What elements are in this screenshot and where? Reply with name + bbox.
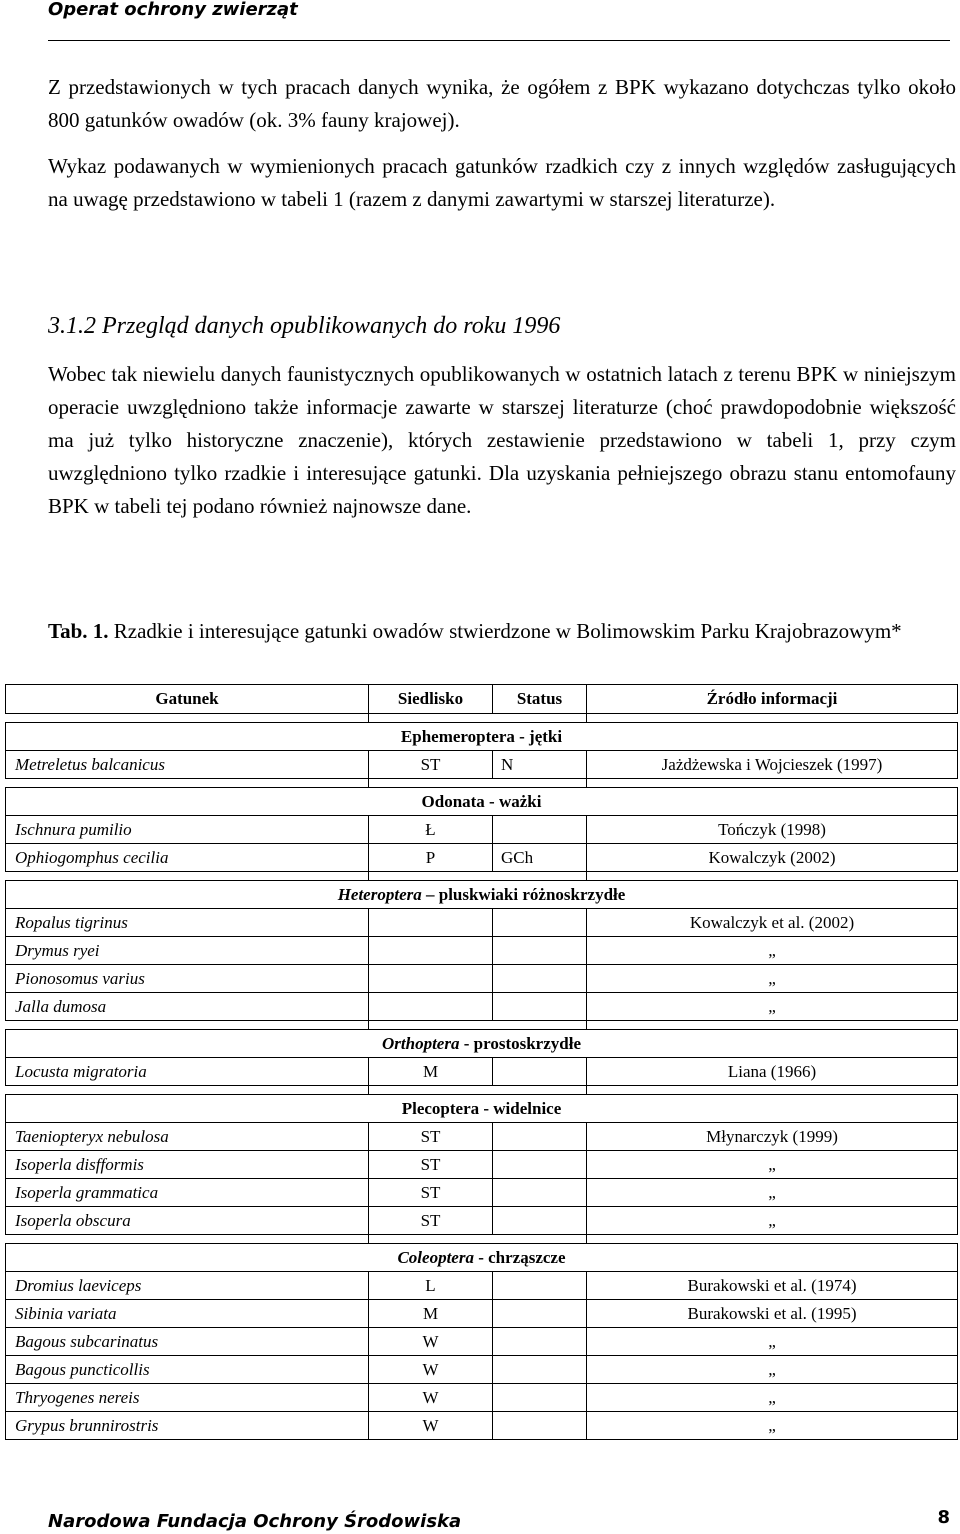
cell-species: Isoperla disfformis [6,1151,369,1179]
cell-source: Tończyk (1998) [587,816,958,844]
cell-status [493,816,587,844]
table-group-row [6,788,958,816]
cell-habitat: M [369,1058,493,1086]
page-number: 8 [937,1507,950,1528]
cell-habitat: ST [369,1123,493,1151]
cell-habitat: P [369,844,493,872]
table-spacer-row [6,1021,958,1030]
table-spacer-row [6,872,958,881]
cell-source: „ [587,1412,958,1440]
table-row [6,993,958,1021]
table-group-row [6,881,958,909]
cell-status [493,1384,587,1412]
table-spacer-row [6,1086,958,1095]
cell-species: Isoperla obscura [6,1207,369,1235]
group-title-latin: Coleoptera [397,1247,474,1267]
table-caption [48,615,956,648]
cell-habitat [369,965,493,993]
paragraph-intro: Z przedstawionych w tych pracach danych wynika, że ogółem z BPK wykazano dotychczas tylko około 800 gatunków owadów (ok. 3% fauny krajowej). [48,75,956,132]
group-title-text: Odonata - ważki [421,791,542,811]
cell-source: „ [587,1151,958,1179]
group-title [6,1030,958,1058]
cell-status [493,1412,587,1440]
group-title [6,881,958,909]
group-title-latin: Heteroptera [337,884,422,904]
table-group-row [6,1244,958,1272]
table-row [6,1384,958,1412]
cell-status [493,1328,587,1356]
table-row [6,1300,958,1328]
cell-status [493,1123,587,1151]
cell-source: Burakowski et al. (1974) [587,1272,958,1300]
table-group-row [6,1030,958,1058]
cell-habitat [369,937,493,965]
cell-source: „ [587,965,958,993]
group-title [6,1244,958,1272]
cell-status [493,1179,587,1207]
cell-habitat: ST [369,1179,493,1207]
cell-species: Pionosomus varius [6,965,369,993]
cell-habitat: Ł [369,816,493,844]
species-table-body [6,685,958,1440]
cell-habitat: W [369,1328,493,1356]
header-habitat: Siedlisko [369,685,493,714]
cell-source: Młynarczyk (1999) [587,1123,958,1151]
table-row [6,816,958,844]
cell-species: Thryogenes nereis [6,1384,369,1412]
table-row [6,1179,958,1207]
cell-habitat [369,909,493,937]
group-title-text: Plecoptera - widelnice [401,1098,562,1118]
cell-source: „ [587,1179,958,1207]
cell-source: „ [587,993,958,1021]
group-title-text: – pluskwiaki różnoskrzydłe [421,884,626,904]
group-title [6,723,958,751]
table-row [6,1151,958,1179]
cell-status: N [493,751,587,779]
footer-organization: Narodowa Fundacja Ochrony Środowiska [48,1511,462,1532]
cell-status [493,1058,587,1086]
header-source: Źródło informacji [587,685,958,714]
cell-status [493,1300,587,1328]
cell-habitat: ST [369,1151,493,1179]
table-caption-text: Rzadkie i interesujące gatunki owadów stwierdzone w Bolimowskim Parku Krajobrazowym* [108,619,902,643]
cell-species: Drymus ryei [6,937,369,965]
table-row [6,1207,958,1235]
cell-species: Bagous subcarinatus [6,1328,369,1356]
cell-species: Grypus brunnirostris [6,1412,369,1440]
group-title [6,1095,958,1123]
cell-source: Burakowski et al. (1995) [587,1300,958,1328]
header-status: Status [493,685,587,714]
cell-source: „ [587,937,958,965]
table-header-row [6,685,958,714]
cell-source: „ [587,1384,958,1412]
cell-species: Locusta migratoria [6,1058,369,1086]
cell-species: Ophiogomphus cecilia [6,844,369,872]
table-group-row [6,723,958,751]
section-heading: 3.1.2 Przegląd danych opublikowanych do roku 1996 [48,313,561,339]
group-title-text: Ephemeroptera - jętki [400,726,563,746]
table-caption-label: Tab. 1. [48,619,109,643]
cell-species: Metreletus balcanicus [6,751,369,779]
cell-species: Dromius laeviceps [6,1272,369,1300]
cell-species: Ropalus tigrinus [6,909,369,937]
table-spacer-row [6,714,958,723]
cell-species: Taeniopteryx nebulosa [6,1123,369,1151]
table-row [6,1328,958,1356]
species-table [5,684,958,1440]
cell-status [493,993,587,1021]
cell-species: Ischnura pumilio [6,816,369,844]
table-row [6,1272,958,1300]
cell-status [493,1356,587,1384]
cell-habitat: L [369,1272,493,1300]
table-group-row [6,1095,958,1123]
cell-habitat: W [369,1356,493,1384]
cell-species: Bagous puncticollis [6,1356,369,1384]
cell-habitat: ST [369,751,493,779]
header-species: Gatunek [6,685,369,714]
cell-species: Jalla dumosa [6,993,369,1021]
group-title-text: - chrząszcze [473,1247,566,1267]
table-row [6,937,958,965]
cell-habitat: ST [369,1207,493,1235]
table-row [6,1123,958,1151]
table-row [6,751,958,779]
page-header-title: Operat ochrony zwierząt [48,0,298,20]
table-row [6,1356,958,1384]
table-spacer-row [6,1235,958,1244]
paragraph-list-description: Wykaz podawanych w wymienionych pracach gatunków rzadkich czy z innych względów zasługujących na uwagę przedstawiono w tabeli 1 (razem z danymi zawartymi w starszej literaturze). [48,154,956,211]
group-title-text: - prostoskrzydłe [459,1033,581,1053]
table-row [6,1058,958,1086]
group-title [6,788,958,816]
cell-source: „ [587,1328,958,1356]
cell-source: „ [587,1207,958,1235]
paragraph-older-literature: Wobec tak niewielu danych faunistycznych opublikowanych w ostatnich latach z terenu BPK w niniejszym operacie uwzględniono także informacje zawarte w starszej literaturze (choć prawdopodobnie większość ma już tylko historyczne znaczenie), których zestawienie przedstawiono w tabeli 1, przy czym uwzględniono tylko rzadkie i interesujące gatunki. Dla uzyskania pełniejszego obrazu stanu entomofauny BPK w tabeli tej podano również najnowsze dane. [48,362,956,518]
cell-source: Kowalczyk (2002) [587,844,958,872]
cell-status: GCh [493,844,587,872]
cell-status [493,965,587,993]
cell-source: Kowalczyk et al. (2002) [587,909,958,937]
table-row [6,844,958,872]
header-divider [48,40,950,41]
cell-habitat: W [369,1412,493,1440]
cell-species: Sibinia variata [6,1300,369,1328]
cell-species: Isoperla grammatica [6,1179,369,1207]
table-spacer-row [6,779,958,788]
cell-source: „ [587,1356,958,1384]
cell-status [493,1207,587,1235]
group-title-latin: Orthoptera [382,1033,460,1053]
cell-status [493,909,587,937]
cell-habitat: M [369,1300,493,1328]
table-row [6,909,958,937]
table-row [6,965,958,993]
cell-status [493,937,587,965]
cell-habitat: W [369,1384,493,1412]
cell-status [493,1151,587,1179]
cell-habitat [369,993,493,1021]
cell-source: Liana (1966) [587,1058,958,1086]
table-row [6,1412,958,1440]
cell-status [493,1272,587,1300]
cell-source: Jażdżewska i Wojcieszek (1997) [587,751,958,779]
